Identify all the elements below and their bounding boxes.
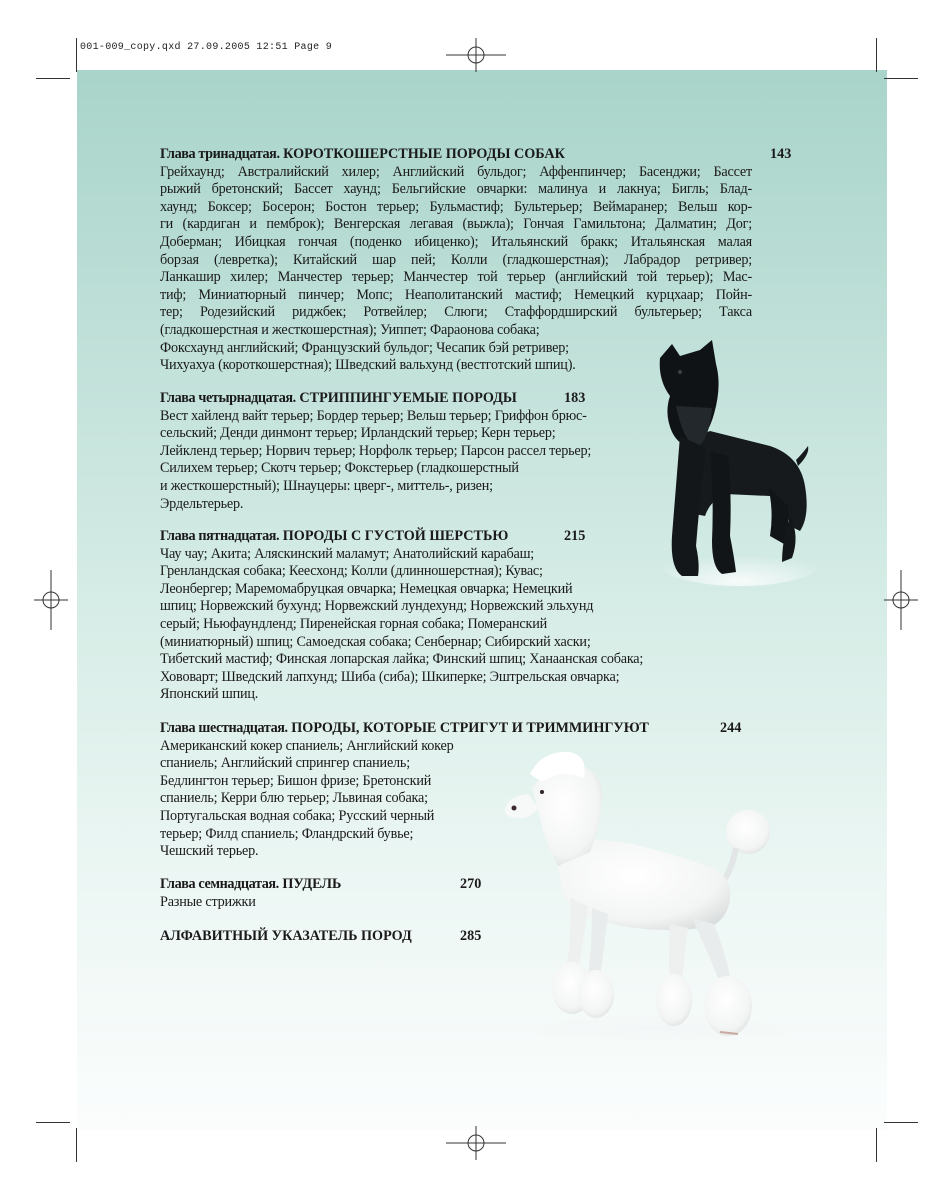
text-line: шпиц; Норвежский бухунд; Норвежский лундехунд; Норвежский эльхунд [160,598,594,615]
chapter-title: СТРИППИНГУЕМЫЕ ПОРОДЫ [299,390,517,406]
chapter-heading [160,146,792,164]
chapter-title: ПУДЕЛЬ [282,876,342,892]
text-line: Фоксхаунд английский; Французский бульдог; Чесапик бэй ретривер; [160,339,569,356]
text-line: борзая (левретка); Китайский шар пей; Колли (гладкошерстная); Лабрадор ретривер; [160,251,752,268]
crop-mark [36,78,70,79]
text-line: Грейхаунд; Австралийский хилер; Английский бульдог; Аффенпинчер; Басенджи; Бассет [160,163,752,180]
text-line: Чау чау; Акита; Аляскинский маламут; Анатолийский карабаш; [160,545,535,562]
registration-mark-bottom [446,1126,506,1160]
chapter-17 [160,876,500,911]
chapter-heading [160,720,760,738]
text-line: (миниатюрный) шпиц; Самоедская собака; Сенбернар; Сибирский хаски; [160,633,591,650]
chapter-breed-list [160,546,720,704]
text-line: Эрдельтерьер. [160,495,244,512]
chapter-breed-list [160,408,640,514]
registration-mark-left [34,570,68,630]
text-line: Американский кокер спаниель; Английский кокер [160,737,454,754]
text-line: Леонбергер; Маремомабруцкая овчарка; Немецкая овчарка; Немецкий [160,580,573,597]
chapter-page-number: 143 [770,146,792,162]
chapter-page-number: 215 [564,528,586,544]
crop-mark [884,78,918,79]
breed-index-entry [160,928,500,946]
text-line: спаниель; Керри блю терьер; Львиная собака; [160,790,428,807]
chapter-page-number: 285 [460,928,482,944]
text-line: спаниель; Английский спрингер спаниель; [160,755,410,772]
poodle-photo [492,748,812,1048]
text-line: Разные стрижки [160,893,256,910]
text-line: Хововарт; Шведский лапхунд; Шиба (сиба); Шкиперке; Эштрельская овчарка; [160,668,620,685]
crop-mark [876,1128,877,1162]
text-line: сельский; Денди динмонт терьер; Ирландский терьер; Керн терьер; [160,425,556,442]
text-line: (гладкошерстная и жесткошерстная); Уиппет; Фараонова собака; [160,321,540,338]
text-line: Бедлингтон терьер; Бишон фризе; Бретонский [160,772,432,789]
text-line: хаунд; Боксер; Босерон; Бостон терьер; Бульмастиф; Бультерьер; Веймаранер; Вельш кор- [160,198,752,215]
chapter-title: АЛФАВИТНЫЙ УКАЗАТЕЛЬ ПОРОД [160,928,412,944]
text-line: Доберман; Ибицкая гончая (поденко ибиценко); Итальянский бракк; Итальянская малая [160,233,752,250]
text-line: тиф; Миниатюрный пинчер; Мопс; Неаполитанский мастиф; Немецкий курцхаар; Пойн- [160,286,752,303]
chapter-label: Глава пятнадцатая. [160,528,280,544]
crop-mark [76,1128,77,1162]
chapter-page-number: 270 [460,876,482,892]
chapter-heading [160,528,720,546]
crop-mark [36,1122,70,1123]
chapter-heading [160,876,500,894]
chapter-title: КОРОТКОШЕРСТНЫЕ ПОРОДЫ СОБАК [283,146,565,162]
registration-mark-right [884,570,918,630]
text-line: ги (кардиган и пемброк); Венгерская легавая (выжла); Гончая Гамильтона; Далматин; Дог; [160,216,752,233]
text-line: и жесткошерстный); Шнауцеры: цверг-, миттель-, ризен; [160,477,493,494]
crop-mark [876,38,877,72]
text-line: терьер; Филд спаниель; Фландрский бувье; [160,825,414,842]
chapter-heading [160,928,500,946]
chapter-page-number: 183 [564,390,586,406]
schnauzer-photo [650,336,820,586]
crop-mark [76,38,77,72]
chapter-heading [160,390,640,408]
text-line: Японский шпиц. [160,686,259,703]
chapter-breed-list [160,894,500,912]
text-line: серый; Ньюфаундленд; Пиренейская горная собака; Померанский [160,615,548,632]
text-line: тер; Родезийский риджбек; Ротвейлер; Слюги; Стаффордширский бультерьер; Такса [160,304,752,321]
text-line: Тибетский мастиф; Финская лопарская лайка; Финский шпиц; Ханаанская собака; [160,651,644,668]
text-line: Вест хайленд вайт терьер; Бордер терьер; Вельш терьер; Гриффон брюс- [160,407,587,424]
text-line: Ланкашир хилер; Манчестер терьер; Манчестер той терьер (английский той терьер); Мас- [160,269,752,286]
text-line: Гренландская собака; Кеесхонд; Колли (длинношерстная); Кувас; [160,563,543,580]
chapter-title: ПОРОДЫ, КОТОРЫЕ СТРИГУТ И ТРИММИНГУЮТ [291,720,649,736]
text-line: Чешский терьер. [160,843,259,860]
chapter-title: ПОРОДЫ С ГУСТОЙ ШЕРСТЬЮ [282,528,509,544]
crop-mark [884,1122,918,1123]
text-line: Чихуахуа (короткошерстная); Шведский вальхунд (вестготский шпиц). [160,357,576,374]
print-slug: 001-009_copy.qxd 27.09.2005 12:51 Page 9 [80,42,333,53]
registration-mark-top [446,38,506,72]
text-line: Португальская водная собака; Русский черный [160,807,435,824]
chapter-15 [160,528,720,704]
chapter-page-number: 244 [720,720,742,736]
chapter-label: Глава тринадцатая. [160,146,280,162]
text-line: Лейкленд терьер; Норвич терьер; Норфолк терьер; Парсон рассел терьер; [160,442,592,459]
chapter-label: Глава шестнадцатая. [160,720,288,736]
chapter-label: Глава семнадцатая. [160,876,279,892]
chapter-14 [160,390,640,513]
chapter-label: Глава четырнадцатая. [160,390,296,406]
text-line: рыжий бретонский; Бассет хаунд; Бельгийские овчарки: малинуа и лакнуа; Бигль; Блад- [160,181,752,198]
text-line: Силихем терьер; Скотч терьер; Фокстерьер (гладкошерстный [160,460,519,477]
